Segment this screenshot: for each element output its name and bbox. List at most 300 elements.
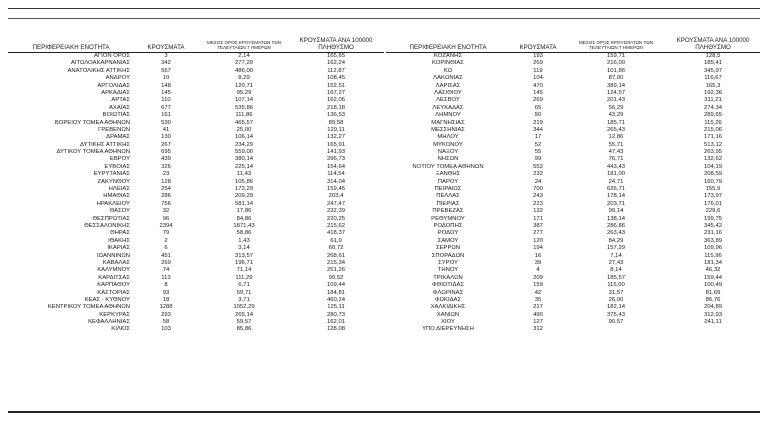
region-cell: ΚΙΛΚΙΣ — [111, 326, 130, 333]
region-cell: ΕΥΒΟΙΑΣ — [104, 163, 130, 170]
table-row — [8, 290, 384, 297]
per100k-cell: 231,16 — [703, 230, 723, 237]
avg7-cell: 27,43 — [608, 259, 624, 266]
per100k-cell: 345,97 — [703, 67, 723, 74]
per100k-cell: 46,32 — [705, 267, 721, 274]
cases-cell: 50 — [534, 112, 542, 119]
cases-cell: 130 — [161, 134, 171, 141]
table-row — [8, 105, 384, 112]
per100k-cell: 204,89 — [703, 304, 723, 311]
region-cell: ΝΗΣΩΝ — [437, 156, 459, 163]
per100k-cell: 152,51 — [326, 82, 346, 89]
region-cell: ΚΑΣΤΟΡΙΑΣ — [97, 289, 130, 296]
avg7-cell: 124,57 — [606, 89, 626, 96]
cases-cell: 2 — [164, 237, 168, 244]
cases-cell: 39 — [534, 259, 542, 266]
table-row — [8, 83, 384, 90]
table-row — [386, 149, 760, 156]
avg7-cell: 1871,43 — [233, 222, 255, 229]
cases-cell: 132 — [533, 208, 543, 215]
avg7-cell: 157,29 — [606, 245, 626, 252]
avg7-cell: 84,29 — [608, 237, 624, 244]
table-row — [386, 179, 760, 186]
per100k-cell: 232,39 — [326, 208, 346, 215]
cases-cell: 387 — [533, 222, 543, 229]
table-row — [8, 282, 384, 289]
table-row — [386, 75, 760, 82]
table-row — [8, 208, 384, 215]
avg7-cell: 201,43 — [606, 97, 626, 104]
table-row — [8, 90, 384, 97]
cases-cell: 93 — [162, 289, 170, 296]
cases-cell: 159 — [533, 282, 543, 289]
per100k-cell: 199,75 — [703, 215, 723, 222]
region-cell: ΚΩ — [443, 67, 453, 74]
per100k-cell: 104,19 — [703, 163, 723, 170]
per100k-cell: 296,73 — [326, 156, 346, 163]
per100k-cell: 136,53 — [326, 112, 346, 119]
table-row — [8, 97, 384, 104]
per100k-cell: 128,5 — [705, 53, 721, 59]
region-cell: ΑΡΓΟΛΙΔΑΣ — [97, 82, 130, 89]
avg7-cell: 375,43 — [606, 311, 626, 318]
region-column-header: ΠΕΡΙΦΕΡΕΙΑΚΗ ΕΝΟΤΗΤΑ — [409, 43, 487, 51]
region-cell: ΦΩΚΙΔΑΣ — [434, 296, 462, 303]
avg7-cell: 196,71 — [234, 259, 254, 266]
region-cell: ΣΥΡΟΥ — [438, 259, 458, 266]
region-cell: ΛΑΡΙΣΑΣ — [435, 82, 461, 89]
cases-cell: 193 — [533, 53, 543, 59]
table-row — [8, 253, 384, 260]
per100k-cell: 109,96 — [703, 245, 723, 252]
table-row — [386, 297, 760, 304]
table-row — [386, 245, 760, 252]
table-row — [8, 326, 384, 333]
table-row — [386, 68, 760, 75]
region-cell: ΣΠΟΡΑΔΩΝ — [431, 252, 465, 259]
cases-cell: 4 — [536, 267, 540, 274]
region-cell: ΗΡΑΚΛΕΙΟΥ — [96, 200, 130, 207]
table-row — [8, 297, 384, 304]
cases-cell: 6 — [164, 245, 168, 252]
region-cell: ΑΙΤΩΛΟΑΚΑΡΝΑΝΙΑΣ — [70, 60, 130, 67]
cases-cell: 18 — [162, 296, 170, 303]
top-rule — [8, 8, 760, 9]
per100k-cell: 513,12 — [703, 141, 723, 148]
table-row — [8, 216, 384, 223]
per100k-cell: 218,18 — [326, 104, 346, 111]
region-cell: ΚΕΑΣ - ΚΥΘΝΟΥ — [84, 296, 130, 303]
table-row — [8, 75, 384, 82]
cases-cell: 10 — [162, 75, 170, 82]
cases-cell: 243 — [533, 193, 543, 200]
region-cell: ΞΑΝΘΗΣ — [435, 171, 461, 178]
table-row — [8, 68, 384, 75]
table-row — [386, 90, 760, 97]
per100k-cell: 162,24 — [326, 60, 346, 67]
per100k-cell: 215,34 — [326, 259, 346, 266]
avg7-cell: 59,57 — [236, 319, 252, 326]
per100k-cell: 159,45 — [326, 186, 346, 193]
cases-cell: 490 — [533, 311, 543, 318]
avg7-cell: 182,14 — [606, 304, 626, 311]
table-row — [8, 127, 384, 134]
region-cell: ΛΕΥΚΑΔΑΣ — [432, 104, 464, 111]
region-cell: ΚΑΒΑΛΑΣ — [102, 259, 130, 266]
per100k-cell: 109,44 — [326, 282, 346, 289]
avg7-cell: 3,71 — [238, 296, 250, 303]
table-row — [8, 134, 384, 141]
table-row — [386, 164, 760, 171]
region-cell: ΑΝΔΡΟΥ — [105, 75, 130, 82]
avg7-cell: 95,29 — [236, 89, 252, 96]
cases-cell: 161 — [161, 112, 171, 119]
per100k-cell: 89,58 — [328, 119, 344, 126]
avg7-cell: 486,00 — [234, 67, 254, 74]
avg7-cell: 313,57 — [234, 252, 254, 259]
per100k-cell: 215,62 — [326, 222, 346, 229]
per100k-cell: 154,64 — [326, 163, 346, 170]
region-cell: ΓΡΕΒΕΝΩΝ — [98, 126, 130, 133]
region-cell: ΚΑΡΠΑΘΟΥ — [97, 282, 130, 289]
avg7-cell: 26,00 — [608, 296, 624, 303]
table-row — [386, 134, 760, 141]
avg7-cell: 17,86 — [236, 208, 252, 215]
cases-cell: 312 — [533, 326, 543, 333]
per100k-cell: 165,65 — [326, 53, 346, 59]
cases-cell: 74 — [162, 267, 170, 274]
cases-cell: 567 — [161, 67, 171, 74]
per100k-cell: 181,34 — [703, 259, 723, 266]
avg7-cell: 535,86 — [234, 104, 254, 111]
table-body — [386, 53, 760, 334]
per100k-cell: 418,37 — [326, 230, 346, 237]
cases-cell: 145 — [533, 89, 543, 96]
avg7-cell: 380,14 — [234, 156, 254, 163]
table-row — [386, 201, 760, 208]
cases-cell: 32 — [162, 208, 170, 215]
per100k-cell: 263,95 — [703, 149, 723, 156]
region-cell: ΦΘΙΩΤΙΔΑΣ — [431, 282, 465, 289]
avg7-cell: 106,14 — [234, 134, 254, 141]
region-cell: ΚΑΡΔΙΤΣΑΣ — [98, 274, 130, 281]
avg7-cell: 185,57 — [606, 274, 626, 281]
avg7-cell: 178,14 — [606, 193, 626, 200]
avg7-cell: 216,00 — [606, 60, 626, 67]
cases-cell: 277 — [533, 230, 543, 237]
per100k-column-header: ΚΡΟΥΣΜΑΤΑ ΑΝΑ 100000 ΠΛΗΘΥΣΜΟ — [676, 37, 750, 51]
cases-cell: 232 — [533, 171, 543, 178]
cases-cell: 148 — [161, 82, 171, 89]
table-row — [386, 238, 760, 245]
region-cell: ΤΡΙΚΑΛΩΝ — [433, 274, 463, 281]
cases-cell: 269 — [533, 60, 543, 67]
avg7-cell: 55,71 — [608, 141, 624, 148]
avg7-cell: 626,71 — [606, 186, 626, 193]
cases-cell: 439 — [161, 156, 171, 163]
cases-cell: 269 — [533, 97, 543, 104]
cases-cell: 52 — [534, 141, 542, 148]
region-cell: ΡΕΘΥΜΝΟΥ — [431, 215, 465, 222]
per100k-cell: 141,93 — [326, 149, 346, 156]
table-row — [386, 290, 760, 297]
cases-cell: 451 — [161, 252, 171, 259]
region-cell: ΑΓΙΟΝ ΟΡΟΣ — [93, 53, 130, 59]
cases-cell: 470 — [533, 82, 543, 89]
cases-cell: 342 — [161, 60, 171, 67]
cases-cell: 58 — [162, 319, 170, 326]
region-cell: ΘΕΣΣΑΛΟΝΙΚΗΣ — [84, 222, 130, 229]
avg7-column-header: ΜΕΣΟΣ ΟΡΟΣ ΚΡΟΥΣΜΑΤΩΝ ΤΩΝ ΤΕΛΕΥΤΑΙΩΝ 7 ΗΜΕΡΩΝ — [579, 40, 653, 51]
avg7-column-header: ΜΕΣΟΣ ΟΡΟΣ ΚΡΟΥΣΜΑΤΩΝ ΤΩΝ ΤΕΛΕΥΤΑΙΩΝ 7 ΗΜΕΡΩΝ — [207, 40, 281, 51]
cases-cell: 110 — [161, 97, 171, 104]
per100k-cell: 171,16 — [703, 134, 723, 141]
region-cell: ΝΟΤΙΟΥ ΤΟΜΕΑ ΑΘΗΝΩΝ — [412, 163, 484, 170]
cases-cell: 209 — [533, 274, 543, 281]
region-cell: ΙΚΑΡΙΑΣ — [107, 245, 130, 252]
table-row — [8, 53, 384, 60]
region-cell: ΜΑΓΝΗΣΙΑΣ — [431, 119, 465, 126]
region-cell: ΡΟΔΟΥ — [437, 230, 459, 237]
per100k-cell: 61,9 — [330, 237, 342, 244]
cases-cell: 2394 — [159, 222, 173, 229]
cases-cell: 17 — [534, 134, 542, 141]
avg7-cell: 6,71 — [238, 282, 250, 289]
cases-cell: 269 — [161, 259, 171, 266]
per100k-cell: 167,27 — [326, 89, 346, 96]
per100k-cell: 314,04 — [326, 178, 346, 185]
per100k-cell: 115,96 — [704, 252, 722, 259]
per100k-cell: 251,26 — [326, 267, 346, 274]
region-cell: ΧΑΛΚΙΔΙΚΗΣ — [430, 304, 466, 311]
table-row — [8, 171, 384, 178]
avg7-cell: 559,00 — [234, 149, 254, 156]
table-header — [8, 26, 384, 53]
table-row — [386, 282, 760, 289]
avg7-cell: 1,43 — [238, 237, 250, 244]
avg7-cell: 234,29 — [234, 141, 254, 148]
region-cell: ΔΥΤΙΚΟΥ ΤΟΜΕΑ ΑΘΗΝΩΝ — [56, 149, 130, 156]
table-row — [8, 164, 384, 171]
table-row — [8, 186, 384, 193]
per100k-cell: 132,62 — [703, 156, 723, 163]
per100k-cell: 312,93 — [703, 311, 723, 318]
region-cell: ΘΑΣΟΥ — [109, 208, 130, 215]
region-cell: ΜΕΣΣΗΝΙΑΣ — [431, 126, 465, 133]
avg7-cell: 120,71 — [234, 82, 254, 89]
region-cell: ΑΡΚΑΔΙΑΣ — [101, 89, 130, 96]
table-row — [8, 179, 384, 186]
region-cell: ΠΕΛΛΑΣ — [436, 193, 460, 200]
avg7-cell: 101,86 — [606, 67, 626, 74]
region-cell: ΧΙΟΥ — [441, 319, 455, 326]
avg7-cell: 389,14 — [606, 82, 626, 89]
cases-cell: 65 — [534, 104, 542, 111]
cases-column-header: ΚΡΟΥΣΜΑΤΑ — [147, 43, 185, 51]
cases-cell: 219 — [533, 119, 543, 126]
table-row — [386, 223, 760, 230]
per100k-cell: 162,06 — [326, 97, 346, 104]
region-cell: ΔΡΑΜΑΣ — [106, 134, 130, 141]
cases-cell: 128 — [161, 178, 171, 185]
table-row — [386, 216, 760, 223]
per100k-cell: 268,61 — [326, 252, 346, 259]
per100k-cell: 247,47 — [326, 200, 346, 207]
per100k-cell: 165,91 — [326, 141, 346, 148]
per100k-cell: 208,59 — [703, 171, 723, 178]
table-row — [386, 156, 760, 163]
region-cell: ΚΕΡΚΥΡΑΣ — [99, 311, 130, 318]
cases-cell: 79 — [162, 230, 170, 237]
cases-cell: 171 — [533, 215, 543, 222]
per100k-cell: 165,3 — [705, 82, 721, 89]
regions-table-right — [386, 26, 760, 334]
table-row — [386, 275, 760, 282]
cases-cell: 42 — [534, 289, 542, 296]
avg7-cell: 286,86 — [606, 222, 626, 229]
table-row — [386, 97, 760, 104]
avg7-cell: 185,71 — [606, 119, 626, 126]
cases-cell: 41 — [162, 126, 170, 133]
header-rule — [8, 18, 760, 19]
cases-cell: 16 — [534, 252, 542, 259]
avg7-cell: 85,86 — [236, 326, 252, 333]
avg7-cell: 84,86 — [236, 215, 252, 222]
region-cell: ΗΛΕΙΑΣ — [108, 186, 130, 193]
per100k-cell: 129,11 — [327, 126, 345, 133]
per100k-cell: 125,11 — [327, 304, 345, 311]
per100k-cell: 162,01 — [326, 319, 346, 326]
region-cell: ΑΡΤΑΣ — [111, 97, 130, 104]
cases-cell: 254 — [161, 186, 171, 193]
cases-cell: 120 — [533, 237, 543, 244]
cases-cell: 96 — [162, 215, 170, 222]
avg7-cell: 107,14 — [234, 97, 254, 104]
table-row — [8, 201, 384, 208]
avg7-cell: 24,71 — [608, 178, 624, 185]
region-cell: ΠΑΡΟΥ — [437, 178, 459, 185]
table-row — [8, 142, 384, 149]
region-cell: ΦΛΩΡΙΝΑΣ — [432, 289, 464, 296]
cases-cell: 677 — [161, 104, 171, 111]
region-cell: ΙΘΑΚΗΣ — [108, 237, 130, 244]
table-row — [386, 230, 760, 237]
cases-cell: 344 — [533, 126, 543, 133]
region-cell: ΘΕΣΠΡΩΤΙΑΣ — [92, 215, 130, 222]
per100k-cell: 86,76 — [705, 296, 721, 303]
avg7-cell: 115,00 — [607, 282, 625, 289]
avg7-cell: 58,86 — [236, 230, 252, 237]
per100k-cell: 114,54 — [327, 171, 345, 178]
table-row — [8, 304, 384, 311]
per100k-column-header: ΚΡΟΥΣΜΑΤΑ ΑΝΑ 100000 ΠΛΗΘΥΣΜΟ — [299, 37, 373, 51]
avg7-cell: 138,14 — [606, 215, 626, 222]
per100k-cell: 132,27 — [326, 134, 346, 141]
avg7-cell: 2,14 — [238, 53, 250, 59]
table-row — [386, 60, 760, 67]
avg7-cell: 11,43 — [236, 171, 252, 178]
cases-column-header: ΚΡΟΥΣΜΑΤΑ — [519, 43, 557, 51]
avg7-cell: 3,14 — [238, 245, 250, 252]
avg7-cell: 76,71 — [608, 156, 624, 163]
table-row — [8, 245, 384, 252]
table-row — [386, 105, 760, 112]
table-body — [8, 53, 384, 334]
per100k-cell: 108,45 — [326, 75, 346, 82]
avg7-cell: 209,29 — [234, 193, 254, 200]
per100k-cell: 173,97 — [703, 193, 723, 200]
regions-table-left — [8, 26, 384, 334]
region-cell: ΑΝΑΤΟΛΙΚΗΣ ΑΤΤΙΚΗΣ — [67, 67, 130, 74]
region-cell: ΝΑΞΟΥ — [437, 149, 459, 156]
region-cell: ΚΟΖΑΝΗΣ — [433, 53, 462, 59]
region-cell: ΜΥΚΟΝΟΥ — [433, 141, 463, 148]
per100k-cell: 128,08 — [326, 326, 346, 333]
region-cell: ΠΕΙΡΑΙΩΣ — [434, 186, 462, 193]
table-row — [386, 253, 760, 260]
avg7-cell: 90,57 — [608, 319, 624, 326]
per100k-cell: 112,87 — [327, 67, 345, 74]
region-cell: ΒΟΡΕΙΟΥ ΤΟΜΕΑ ΑΘΗΝΩΝ — [54, 119, 130, 126]
avg7-cell: 47,43 — [608, 149, 624, 156]
table-row — [8, 260, 384, 267]
table-row — [8, 193, 384, 200]
cases-cell: 127 — [533, 319, 543, 326]
region-cell: ΑΧΑΪΑΣ — [109, 104, 130, 111]
per100k-cell: 229,6 — [705, 208, 721, 215]
avg7-cell: 8,14 — [610, 267, 622, 274]
region-cell: ΣΕΡΡΩΝ — [435, 245, 461, 252]
per100k-cell: 160,79 — [703, 178, 723, 185]
avg7-cell: 111,29 — [235, 274, 253, 281]
table-row — [386, 120, 760, 127]
table-row — [386, 53, 760, 60]
region-cell: ΚΕΝΤΡΙΚΟΥ ΤΟΜΕΑ ΑΘΗΝΩΝ — [47, 304, 130, 311]
per100k-cell: 345,42 — [703, 222, 723, 229]
region-cell: ΙΩΑΝΝΙΝΩΝ — [96, 252, 130, 259]
avg7-cell: 56,29 — [608, 104, 624, 111]
table-row — [386, 267, 760, 274]
cases-cell: 695 — [161, 149, 171, 156]
region-cell: ΧΑΝΙΩΝ — [436, 311, 460, 318]
per100k-cell: 289,65 — [703, 112, 723, 119]
cases-cell: 145 — [161, 89, 171, 96]
avg7-cell: 225,14 — [234, 163, 254, 170]
region-cell: ΚΕΦΑΛΛΗΝΙΑΣ — [88, 319, 130, 326]
table-row — [386, 186, 760, 193]
avg7-cell: 12,86 — [608, 134, 624, 141]
cases-cell: 99 — [534, 156, 542, 163]
region-cell: ΛΗΜΝΟΥ — [435, 112, 461, 119]
table-row — [8, 275, 384, 282]
avg7-cell: 99,14 — [608, 208, 624, 215]
cases-cell: 55 — [534, 149, 542, 156]
table-row — [386, 319, 760, 326]
cases-cell: 104 — [533, 75, 543, 82]
region-cell: ΠΙΕΡΙΑΣ — [436, 200, 460, 207]
avg7-cell: 159,71 — [606, 53, 626, 59]
cases-cell: 3 — [164, 53, 168, 59]
avg7-cell: 87,00 — [608, 75, 624, 82]
avg7-cell: 181,00 — [606, 171, 626, 178]
cases-cell: 267 — [161, 141, 171, 148]
table-row — [8, 120, 384, 127]
avg7-cell: 111,86 — [235, 112, 253, 119]
region-cell: ΛΑΣΙΘΙΟΥ — [434, 89, 462, 96]
region-cell: ΔΥΤΙΚΗΣ ΑΤΤΙΚΗΣ — [80, 141, 130, 148]
avg7-cell: 8,29 — [238, 75, 250, 82]
cases-cell: 1288 — [159, 304, 173, 311]
